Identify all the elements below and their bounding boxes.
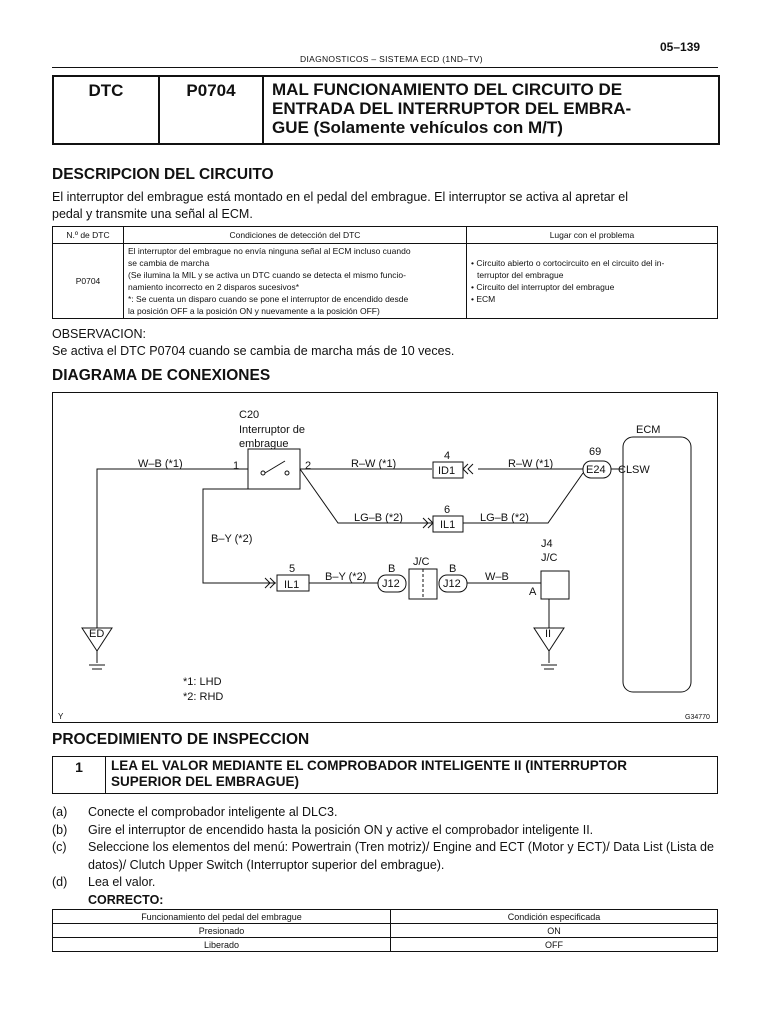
header-rule	[52, 67, 718, 68]
switch-contact	[285, 471, 289, 475]
table-row	[53, 924, 718, 938]
wire-label-rw: R–W (*1)	[351, 458, 397, 470]
e24-label: E24	[586, 464, 606, 476]
item-label: (c)	[52, 840, 67, 854]
wiring-diagram-svg	[53, 393, 717, 722]
ground-ed-label: ED	[89, 628, 105, 640]
condition-line: namiento incorrecto en 2 disparos sucesivos*	[128, 282, 300, 292]
jc-left-pin: B	[388, 563, 396, 575]
wiring-diagram	[52, 392, 718, 723]
step-title-line: LEA EL VALOR MEDIANTE EL COMPROBADOR INTELIGENTE II (INTERRUPTOR	[111, 758, 628, 773]
dtc-title	[272, 80, 712, 137]
item-text: Seleccione los elementos del menú: Powertrain (Tren motriz)/ Engine and ECT (Motor y ECT)/ Data List (Lista de datos)/ Clutch Upper Switch (Interruptor superior del embrague).	[88, 840, 714, 872]
location-line: • Circuito del interruptor del embrague	[471, 282, 615, 292]
ecm-pin-number: 69	[589, 446, 602, 458]
il1-lower-pin: 5	[289, 563, 296, 575]
header-cell: Condición especificada	[391, 910, 718, 924]
step-title	[111, 758, 711, 790]
il1-upper-label: IL1	[440, 519, 456, 531]
dtc-title-line: GUE (Solamente vehículos con M/T)	[272, 118, 563, 137]
description-heading: DESCRIPCION DEL CIRCUITO	[52, 166, 274, 183]
dtc-label-cell	[54, 77, 160, 143]
note-rhd: *2: RHD	[183, 691, 224, 703]
switch-contact	[261, 471, 265, 475]
table-cell: OFF	[391, 938, 718, 952]
clutch-switch-box	[248, 449, 300, 489]
item-label-empty	[52, 892, 88, 910]
list-item	[52, 839, 718, 874]
item-label: (a)	[52, 805, 68, 819]
step-title-line: SUPERIOR DEL EMBRAGUE)	[111, 774, 300, 789]
j4-box	[541, 571, 569, 599]
description-line: El interruptor del embrague está montado en el pedal del embrague. El interruptor se activa al apretar el	[52, 190, 629, 204]
header-cell: Lugar con el problema	[467, 227, 718, 244]
dtc-table	[52, 226, 718, 319]
location-line: terruptor del embrague	[477, 270, 564, 280]
header-cell: N.º de DTC	[53, 227, 124, 244]
ground-ii-lines	[541, 651, 557, 669]
list-item	[52, 822, 718, 840]
corner-mark: Y	[58, 712, 64, 721]
dtc-title-box	[52, 75, 720, 145]
list-item	[52, 892, 718, 910]
observation-label: OBSERVACION:	[52, 327, 147, 341]
j12-left-label: J12	[382, 578, 400, 590]
id1-label: ID1	[438, 465, 456, 477]
step-box	[52, 756, 718, 794]
jc-label: J/C	[413, 556, 430, 568]
jc-right-pin: B	[449, 563, 457, 575]
condition-line: la posición OFF a la posición ON y nuevamente a la posición OFF)	[128, 306, 380, 316]
location-line: • ECM	[471, 294, 496, 304]
wire-label-lgb: LG–B (*2)	[480, 512, 529, 524]
locations-cell	[467, 244, 718, 319]
wire-label-wb: W–B	[485, 571, 509, 583]
correct-label: CORRECTO:	[88, 892, 164, 907]
j12-right-label: J12	[443, 578, 461, 590]
wire-wb-left	[97, 469, 248, 628]
page-number: 05–139	[660, 40, 701, 54]
id1-pin: 4	[444, 450, 451, 462]
table-row	[53, 244, 718, 319]
switch-pin-2: 2	[305, 460, 312, 472]
table-cell: Presionado	[53, 924, 391, 938]
condition-line: El interruptor del embrague no envía ninguna señal al ECM incluso cuando	[128, 246, 411, 256]
condition-line: *: Se cuenta un disparo cuando se pone el interruptor de encendido desde	[128, 294, 409, 304]
location-line: • Circuito abierto o cortocircuito en el circuito del in-	[471, 258, 665, 268]
item-label: (d)	[52, 875, 68, 889]
step-number: 1	[53, 757, 106, 793]
j4-pin: A	[529, 586, 537, 598]
item-text: Lea el valor.	[88, 875, 156, 889]
item-text: Conecte el comprobador inteligente al DLC3.	[88, 805, 338, 819]
list-item	[52, 804, 718, 822]
ecm-signal: CLSW	[618, 464, 650, 476]
section-header: DIAGNOSTICOS – SISTEMA ECD (1ND–TV)	[300, 54, 483, 64]
switch-pin-1: 1	[233, 460, 240, 472]
diagram-heading: DIAGRAMA DE CONEXIONES	[52, 367, 271, 384]
dtc-code-cell	[160, 77, 264, 143]
item-text: Gire el interruptor de encendido hasta la posición ON y active el comprobador inteligente II.	[88, 822, 594, 837]
conditions-cell	[124, 244, 467, 319]
figure-id: G34770	[685, 714, 710, 721]
ground-ii-label: II	[545, 628, 552, 640]
header-cell: Condiciones de detección del DTC	[124, 227, 467, 244]
switch-name-line: embrague	[239, 438, 289, 450]
condition-line: (Se ilumina la MIL y se activa un DTC cuando se detecta el mismo funcio-	[128, 270, 406, 280]
ground-ed-lines	[89, 651, 105, 669]
description-text	[52, 189, 722, 223]
switch-name-line: Interruptor de	[239, 424, 306, 436]
dtc-title-line: ENTRADA DEL INTERRUPTOR DEL EMBRA-	[272, 99, 632, 118]
j4-name: J/C	[541, 552, 558, 564]
dtc-label: DTC	[88, 81, 124, 100]
wire-label-wb: W–B (*1)	[138, 458, 183, 470]
il1-upper-pin: 6	[444, 504, 451, 516]
wire-label-by: B–Y (*2)	[325, 571, 367, 583]
result-table	[52, 909, 718, 952]
procedure-steps	[52, 804, 718, 909]
dtc-code: P0704	[186, 81, 236, 100]
observation-text: Se activa el DTC P0704 cuando se cambia de marcha más de 10 veces.	[52, 344, 455, 358]
table-cell: ON	[391, 924, 718, 938]
table-row	[53, 938, 718, 952]
wire-label-rw: R–W (*1)	[508, 458, 554, 470]
table-header-row	[53, 227, 718, 244]
j4-id: J4	[541, 538, 553, 550]
condition-line: se cambia de marcha	[128, 258, 210, 268]
switch-id: C20	[239, 409, 260, 421]
dtc-title-line: MAL FUNCIONAMIENTO DEL CIRCUITO DE	[272, 80, 623, 99]
description-line: pedal y transmite una señal al ECM.	[52, 207, 253, 221]
dtc-code-cell: P0704	[53, 244, 124, 319]
item-label: (b)	[52, 822, 68, 837]
wire-label-by: B–Y (*2)	[211, 533, 253, 545]
header-cell: Funcionamiento del pedal del embrague	[53, 910, 391, 924]
list-item	[52, 874, 718, 892]
table-header-row	[53, 910, 718, 924]
connector-chevron	[463, 464, 473, 474]
il1-lower-label: IL1	[284, 579, 300, 591]
ecm-label: ECM	[636, 424, 661, 436]
wire-label-lgb: LG–B (*2)	[354, 512, 403, 524]
note-lhd: *1: LHD	[183, 676, 222, 688]
switch-blade	[265, 461, 285, 473]
table-cell: Liberado	[53, 938, 391, 952]
procedure-heading: PROCEDIMIENTO DE INSPECCION	[52, 731, 310, 748]
